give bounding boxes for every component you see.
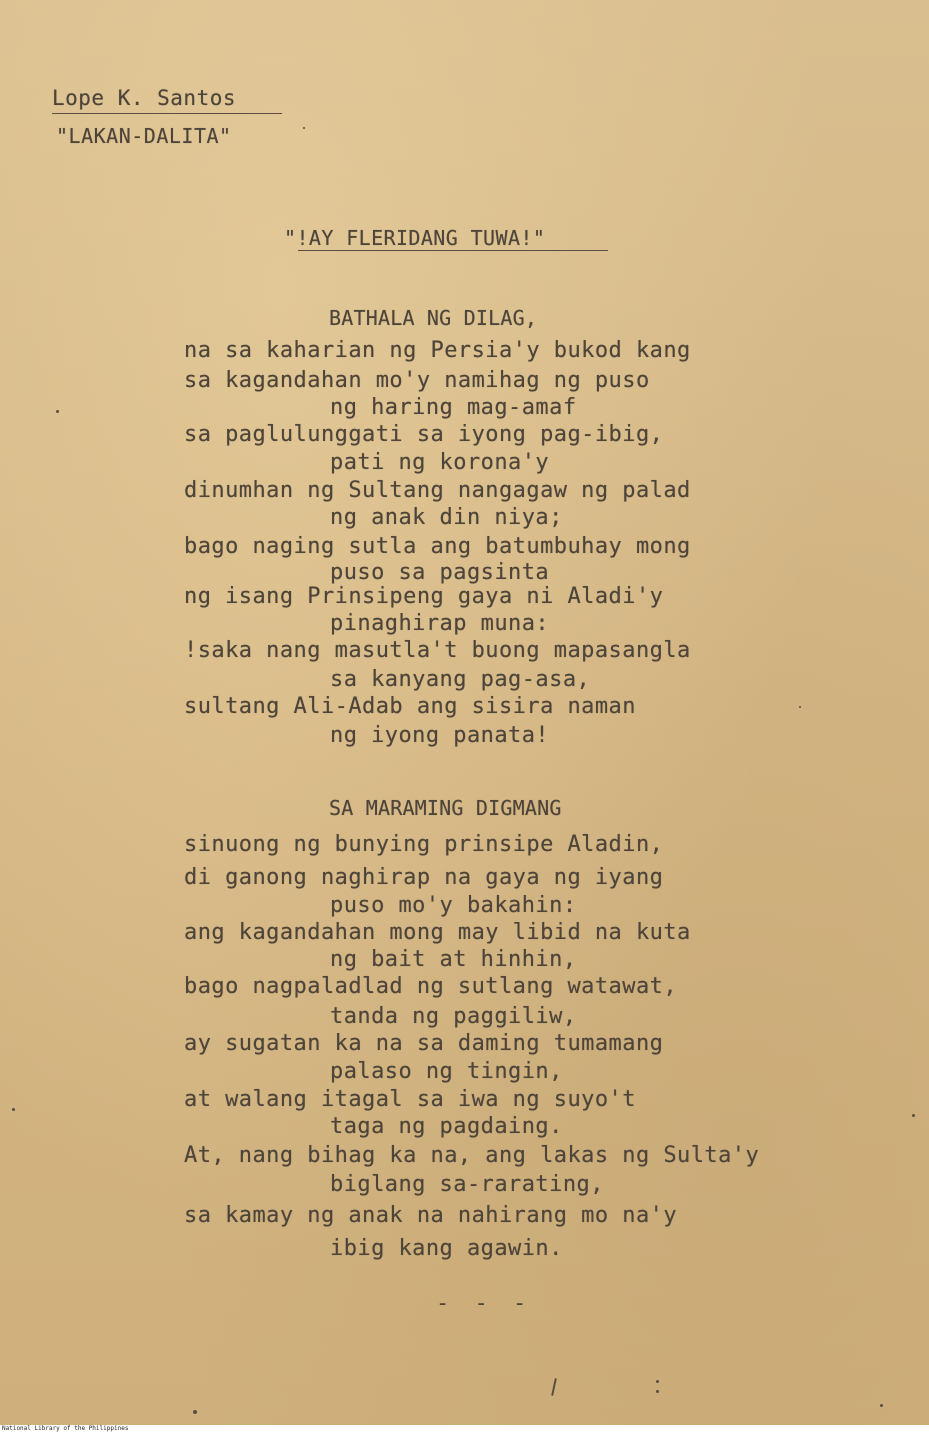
poem-line: at walang itagal sa iwa ng suyo't	[184, 1087, 636, 1112]
paper-speck	[912, 1114, 915, 1117]
paper-speck	[880, 1404, 883, 1407]
poem-line: tanda ng paggiliw,	[330, 1004, 577, 1029]
poem-line: palaso ng tingin,	[330, 1059, 563, 1084]
paper-speck	[12, 1108, 15, 1111]
paper-speck	[656, 1390, 659, 1393]
poem-line: bago nagpaladlad ng sutlang watawat,	[184, 974, 678, 999]
poem-line: pati ng korona'y	[330, 450, 550, 475]
poem-line: sa kagandahan mo'y namihag ng puso	[184, 368, 650, 393]
stanza-heading: SA MARAMING DIGMANG	[329, 796, 562, 820]
pen-name: "LAKAN-DALITA"	[56, 124, 232, 148]
poem-line: ang kagandahan mong may libid na kuta	[184, 920, 691, 945]
closing-mark: - - -	[436, 1291, 533, 1316]
poem-line: pinaghirap muna:	[330, 611, 550, 636]
poem-line: puso sa pagsinta	[330, 560, 550, 585]
poem-title: "!AY FLERIDANG TUWA!"	[284, 226, 546, 250]
poem-line: ibig kang agawin.	[330, 1236, 563, 1261]
paper-speck	[56, 410, 59, 413]
poem-line: ay sugatan ka na sa daming tumamang	[184, 1031, 664, 1056]
poem-line: !saka nang masutla't buong mapasangla	[184, 638, 691, 663]
poem-line: sa kamay ng anak na nahirang mo na'y	[184, 1203, 678, 1228]
poem-line: na sa kaharian ng Persia'y bukod kang	[184, 338, 691, 363]
poem-line: sa kanyang pag-asa,	[330, 667, 591, 692]
author-name: Lope K. Santos	[52, 86, 237, 110]
poem-line: ng bait at hinhin,	[330, 947, 577, 972]
poem-line: ng isang Prinsipeng gaya ni Aladi'y	[184, 584, 664, 609]
ink-stroke	[551, 1378, 557, 1396]
poem-line: taga ng pagdaing.	[330, 1114, 563, 1139]
paper-speck	[799, 706, 801, 708]
poem-line: bago naging sutla ang batumbuhay mong	[184, 534, 691, 559]
paper-speck	[303, 127, 305, 129]
poem-line: dinumhan ng Sultang nangagaw ng palad	[184, 478, 691, 503]
paper-speck	[656, 1380, 659, 1383]
author-underline	[52, 113, 282, 114]
poem-line: At, nang bihag ka na, ang lakas ng Sulta'y	[184, 1143, 760, 1168]
poem-line: sa paglulunggati sa iyong pag-ibig,	[184, 422, 664, 447]
poem-line: sultang Ali-Adab ang sisira naman	[184, 694, 636, 719]
poem-line: ng haring mag-amaf	[330, 395, 577, 420]
poem-line: ng iyong panata!	[330, 723, 550, 748]
poem-line: puso mo'y bakahin:	[330, 893, 577, 918]
poem-line: di ganong naghirap na gaya ng iyang	[184, 865, 664, 890]
paper-speck	[193, 1410, 197, 1414]
title-underline	[298, 250, 608, 251]
footer-credit: National Library of the Philippines	[2, 1425, 129, 1432]
poem-line: ng anak din niya;	[330, 505, 563, 530]
poem-line: sinuong ng bunying prinsipe Aladin,	[184, 832, 664, 857]
stanza-heading: BATHALA NG DILAG,	[329, 306, 538, 330]
poem-line: biglang sa-rarating,	[330, 1172, 604, 1197]
